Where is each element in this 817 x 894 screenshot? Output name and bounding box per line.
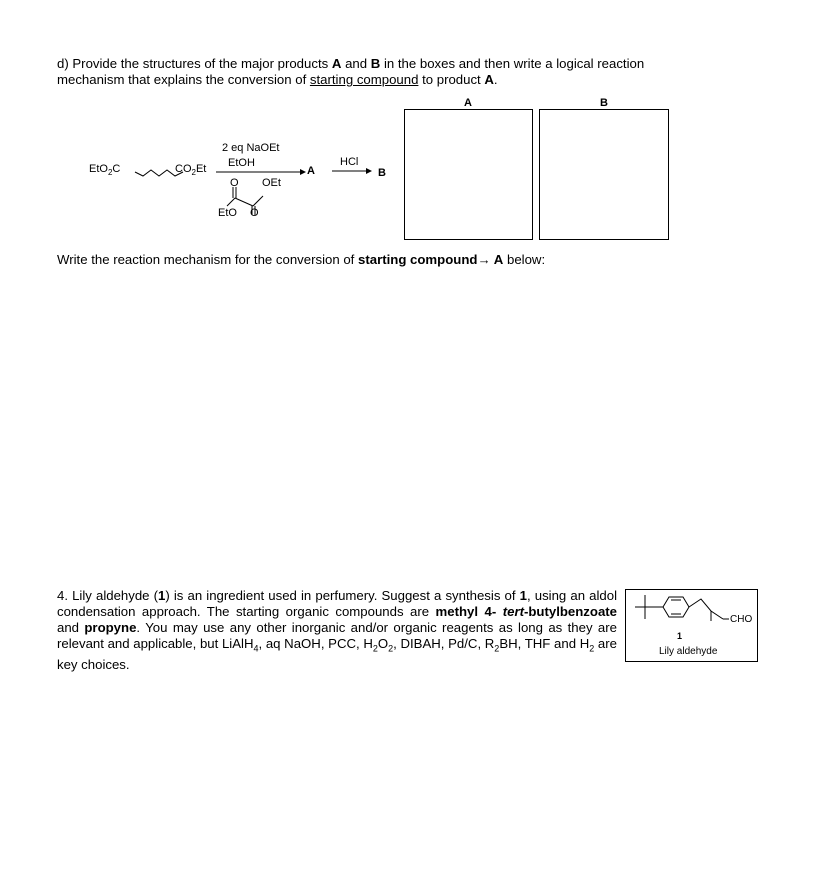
reaction-arrow-2 — [332, 167, 372, 177]
lily-compound-name: Lily aldehyde — [659, 646, 718, 657]
starting-compound-link: starting compound — [309, 72, 419, 87]
oxalate-oet: OEt — [262, 177, 281, 189]
answer-box-a[interactable] — [404, 109, 533, 240]
lily-cho-label: CHO — [730, 614, 753, 625]
part-d-prompt — [57, 56, 777, 88]
prompt-text: d) Provide the structures of the major products — [57, 56, 332, 71]
left-ester-label: EtO$_2$C — [89, 163, 121, 178]
reagent-etoh: EtOH — [228, 157, 255, 169]
oxalate-eto: EtO — [218, 207, 237, 219]
oxalate-o-top: O — [230, 177, 239, 189]
product-b-ref: B — [370, 56, 381, 71]
box-a-label: A — [464, 97, 472, 109]
oxalate-skeleton — [225, 186, 285, 226]
prompt-text: and — [341, 56, 371, 71]
answer-box-b[interactable] — [539, 109, 669, 240]
prompt-text: to product — [418, 72, 485, 87]
oxalate-o-bottom: O — [250, 207, 259, 219]
question-4-text: 4. Lily aldehyde (1) is an ingredient used in perfumery. Suggest a synthesis of 1, using an aldol condensation approach. The starting organic compounds are methyl 4- tert-butylbenzoate and propyne. You may use any other inorganic and/or organic reagents as long as they are relevant and applicable, but LiAlH$_4$, aq NaOH, PCC, $H_2O_2$, DIBAH, Pd/C, $R_2BH$, THF and $H_2$ are key choices. — [57, 588, 618, 672]
product-a-ref: A — [331, 56, 342, 71]
intermediate-b: B — [378, 167, 386, 179]
reagent-hcl: HCl — [340, 156, 359, 168]
intermediate-a: A — [307, 165, 315, 177]
lily-compound-number: 1 — [677, 631, 683, 641]
right-ester-label: $CO_2Et$ — [175, 163, 207, 178]
reagent-naoet: 2 eq NaOEt — [222, 142, 280, 154]
prompt-text: mechanism that explains the conversion of — [57, 72, 310, 87]
mechanism-prompt: Write the reaction mechanism for the conversion of starting compound→ A below: — [57, 252, 546, 267]
prompt-text: . — [493, 72, 498, 87]
product-a-ref: A — [484, 72, 494, 87]
prompt-text: in the boxes and then write a logical reaction — [380, 56, 645, 71]
mechanism-answer-area[interactable] — [57, 275, 757, 575]
box-b-label: B — [600, 97, 608, 109]
